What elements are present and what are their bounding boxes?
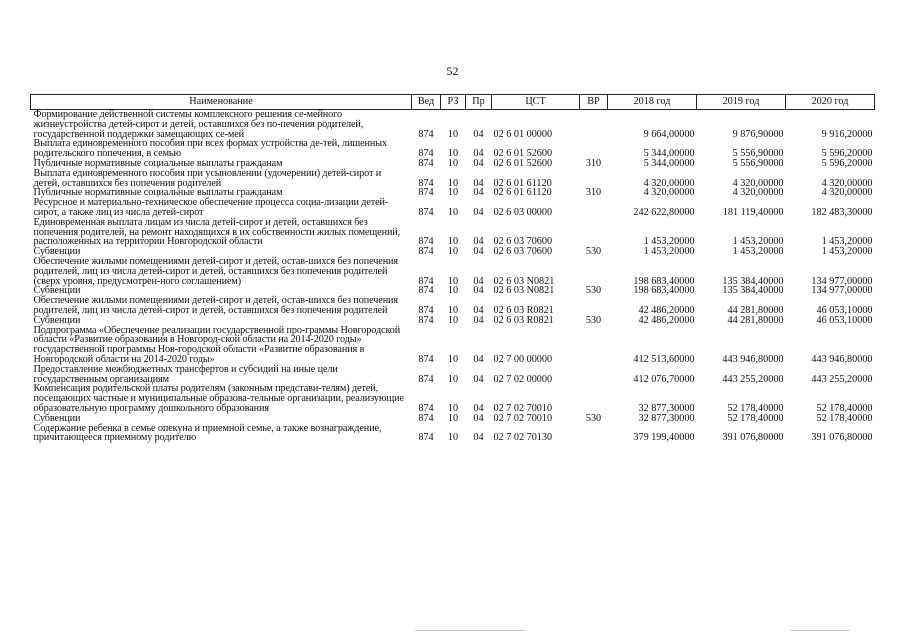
table-row bbox=[31, 198, 875, 218]
row-vr bbox=[580, 365, 608, 385]
row-name: Ресурсное и материально-техническое обеспечение процесса социа-лизации детей-сирот, а также лиц из числа детей-сирот bbox=[33, 197, 389, 218]
row-value-2019: 5 556,90000 bbox=[732, 157, 784, 169]
row-value-2019: 443 946,80000 bbox=[722, 353, 784, 365]
row-rz: 10 bbox=[447, 246, 459, 258]
row-ved: 874 bbox=[418, 412, 434, 424]
row-value-2019: 1 453,20000 bbox=[732, 236, 784, 248]
row-name: Выплата единовременного пособия при усыновлении (удочерении) детей-сирот и детей, оставшихся без попечения родителей bbox=[33, 167, 382, 189]
row-vr bbox=[580, 198, 608, 218]
row-value-2020: 46 053,10000 bbox=[816, 304, 873, 316]
row-cst: 02 6 03 00000 bbox=[493, 206, 553, 218]
row-value-2018: 412 513,60000 bbox=[633, 353, 695, 365]
row-pr: 04 bbox=[473, 432, 484, 444]
row-name: Обеспечение жилыми помещениями детей-сирот и детей, остав-шихся без попечения родителей, лиц из числа детей-сирот и детей, оставшихся без попечения родителей bbox=[33, 295, 398, 316]
row-value-2020: 182 483,30000 bbox=[811, 206, 873, 218]
row-value-2018: 198 683,40000 bbox=[633, 275, 695, 287]
row-vr: 310 bbox=[585, 157, 602, 169]
row-value-2020: 443 946,80000 bbox=[811, 353, 873, 365]
row-cst: 02 6 03 N0821 bbox=[493, 285, 555, 297]
table-row bbox=[31, 110, 875, 140]
row-pr: 04 bbox=[473, 275, 484, 287]
row-value-2018: 1 453,20000 bbox=[643, 246, 695, 258]
row-pr: 04 bbox=[473, 373, 484, 385]
row-value-2019: 9 876,90000 bbox=[732, 128, 784, 140]
row-value-2019: 44 281,80000 bbox=[727, 314, 784, 326]
row-pr: 04 bbox=[473, 187, 484, 199]
row-vr: 530 bbox=[585, 412, 602, 424]
table-body bbox=[31, 110, 875, 444]
row-value-2020: 4 320,00000 bbox=[821, 177, 873, 189]
row-name: Формирование действенной системы комплексного решения се-мейного жизнеустройства детей-сирот и детей, оставшихся без по-печения родителей, государственной поддержки замещающих се-мей bbox=[33, 109, 364, 140]
row-pr: 04 bbox=[473, 402, 484, 414]
row-name: Предоставление межбюджетных трансфертов и субсидий на иные цели государственным организациям bbox=[33, 363, 338, 385]
row-cst: 02 6 03 R0821 bbox=[493, 304, 554, 316]
header-name: Наименование bbox=[31, 95, 412, 110]
row-value-2020: 5 596,20000 bbox=[821, 148, 873, 160]
row-pr: 04 bbox=[473, 148, 484, 160]
row-value-2020: 1 453,20000 bbox=[821, 236, 873, 248]
header-row bbox=[31, 95, 875, 110]
row-vr bbox=[580, 384, 608, 413]
header-2019: 2019 год bbox=[697, 95, 786, 110]
row-value-2018: 5 344,00000 bbox=[643, 148, 695, 160]
header-vr: ВР bbox=[580, 95, 608, 110]
row-name: Публичные нормативные социальные выплаты гражданам bbox=[33, 157, 283, 169]
row-pr: 04 bbox=[473, 246, 484, 258]
row-rz: 10 bbox=[447, 206, 459, 218]
row-value-2019: 5 556,90000 bbox=[732, 148, 784, 160]
row-ved: 874 bbox=[418, 285, 434, 297]
table-row bbox=[31, 384, 875, 413]
row-name: Единовременная выплата лицам из числа детей-сирот и детей, оставшихся без попечения родителей, на ремонт находящихся в их собственности жилых помещений, расположенных на территории Новгородской области bbox=[33, 216, 401, 248]
row-value-2020: 391 076,80000 bbox=[811, 432, 873, 444]
row-value-2020: 5 596,20000 bbox=[821, 157, 873, 169]
row-ved: 874 bbox=[418, 246, 434, 258]
row-pr: 04 bbox=[473, 353, 484, 365]
row-rz: 10 bbox=[447, 353, 459, 365]
row-rz: 10 bbox=[447, 148, 459, 160]
row-ved: 874 bbox=[418, 177, 434, 189]
row-cst: 02 6 01 52600 bbox=[493, 157, 553, 169]
row-value-2018: 5 344,00000 bbox=[643, 157, 695, 169]
row-ved: 874 bbox=[418, 206, 434, 218]
row-vr bbox=[580, 424, 608, 444]
row-value-2019: 1 453,20000 bbox=[732, 246, 784, 258]
row-cst: 02 6 03 70600 bbox=[493, 246, 553, 258]
header-pr: Пр bbox=[466, 95, 492, 110]
row-value-2018: 32 877,30000 bbox=[638, 402, 695, 414]
row-cst: 02 7 00 00000 bbox=[493, 353, 553, 365]
header-rz: РЗ bbox=[441, 95, 466, 110]
row-name: Субвенции bbox=[33, 412, 81, 424]
row-cst: 02 6 01 61120 bbox=[493, 177, 552, 189]
row-cst: 02 6 03 70600 bbox=[493, 236, 553, 248]
row-value-2019: 443 255,20000 bbox=[722, 373, 784, 385]
row-ved: 874 bbox=[418, 236, 434, 248]
row-name: Подпрограмма «Обеспечение реализации государственной про-граммы Новгородской области «Развитие образования в Новгород-ской области на 2014-2020 годы» государственной программы Нов-городской области «Развитие образования в Новгородской области на 2014-2020 годы» bbox=[33, 324, 401, 365]
row-cst: 02 6 03 R0821 bbox=[493, 314, 554, 326]
row-ved: 874 bbox=[418, 128, 434, 140]
row-vr bbox=[580, 326, 608, 365]
row-vr bbox=[580, 257, 608, 286]
row-name: Содержание ребенка в семье опекуна и приемной семье, а также вознаграждение, причитающееся приемному родителю bbox=[33, 422, 382, 444]
row-cst: 02 6 01 61120 bbox=[493, 187, 552, 199]
row-value-2019: 135 384,40000 bbox=[722, 275, 784, 287]
row-ved: 874 bbox=[418, 187, 434, 199]
table-row bbox=[31, 139, 875, 159]
row-rz: 10 bbox=[447, 187, 459, 199]
row-ved: 874 bbox=[418, 314, 434, 326]
row-pr: 04 bbox=[473, 177, 484, 189]
row-name: Обеспечение жилыми помещениями детей-сирот и детей, остав-шихся без попечения родителей, лиц из числа детей-сирот и детей, оставшихся без попечения родителей (сверх уровня, предусмотрен-ного соглашением) bbox=[33, 255, 398, 287]
row-value-2020: 443 255,20000 bbox=[811, 373, 873, 385]
row-vr bbox=[580, 110, 608, 140]
row-cst: 02 7 02 70130 bbox=[493, 432, 553, 444]
row-value-2019: 52 178,40000 bbox=[727, 402, 784, 414]
row-value-2019: 135 384,40000 bbox=[722, 285, 784, 297]
row-value-2020: 52 178,40000 bbox=[816, 402, 873, 414]
row-ved: 874 bbox=[418, 304, 434, 316]
row-value-2018: 242 622,80000 bbox=[633, 206, 695, 218]
row-rz: 10 bbox=[447, 432, 459, 444]
row-name: Субвенции bbox=[33, 246, 81, 258]
row-vr: 530 bbox=[585, 285, 602, 297]
row-name: Компенсация родительской платы родителям (законным представи-телям) детей, посещающих частные и муниципальные образова-тельные организации, реализующие образовательную программу дошкольного образования bbox=[33, 383, 404, 414]
row-value-2020: 9 916,20000 bbox=[821, 128, 873, 140]
header-2020: 2020 год bbox=[786, 95, 875, 110]
row-value-2018: 1 453,20000 bbox=[643, 236, 695, 248]
scan-artifact bbox=[790, 630, 850, 631]
row-value-2018: 4 320,00000 bbox=[643, 177, 695, 189]
row-rz: 10 bbox=[447, 128, 459, 140]
header-2018: 2018 год bbox=[608, 95, 697, 110]
row-value-2018: 379 199,40000 bbox=[633, 432, 695, 444]
row-value-2019: 4 320,00000 bbox=[732, 177, 784, 189]
row-value-2019: 4 320,00000 bbox=[732, 187, 784, 199]
row-value-2019: 44 281,80000 bbox=[727, 304, 784, 316]
row-ved: 874 bbox=[418, 157, 434, 169]
header-ved: Вед bbox=[412, 95, 441, 110]
table-row bbox=[31, 365, 875, 385]
row-vr bbox=[580, 169, 608, 189]
row-pr: 04 bbox=[473, 314, 484, 326]
table-header bbox=[31, 95, 875, 110]
row-value-2018: 42 486,20000 bbox=[638, 314, 695, 326]
table-row bbox=[31, 326, 875, 365]
row-rz: 10 bbox=[447, 373, 459, 385]
row-vr: 310 bbox=[585, 187, 602, 199]
scan-artifact bbox=[415, 630, 525, 631]
row-name: Выплата единовременного пособия при всех формах устройства де-тей, лишенных родительского попечения, в семью bbox=[33, 138, 387, 160]
row-value-2020: 134 977,00000 bbox=[811, 275, 873, 287]
row-ved: 874 bbox=[418, 148, 434, 160]
row-rz: 10 bbox=[447, 177, 459, 189]
row-value-2018: 9 664,00000 bbox=[643, 128, 695, 140]
row-rz: 10 bbox=[447, 314, 459, 326]
row-value-2018: 4 320,00000 bbox=[643, 187, 695, 199]
row-vr bbox=[580, 296, 608, 316]
row-rz: 10 bbox=[447, 275, 459, 287]
row-pr: 04 bbox=[473, 304, 484, 316]
row-value-2018: 412 076,70000 bbox=[633, 373, 695, 385]
table-row bbox=[31, 296, 875, 316]
row-pr: 04 bbox=[473, 236, 484, 248]
table-row bbox=[31, 424, 875, 444]
table-row bbox=[31, 218, 875, 247]
row-value-2018: 42 486,20000 bbox=[638, 304, 695, 316]
row-value-2019: 52 178,40000 bbox=[727, 412, 784, 424]
row-ved: 874 bbox=[418, 275, 434, 287]
budget-table bbox=[30, 94, 875, 443]
row-cst: 02 7 02 70010 bbox=[493, 402, 553, 414]
row-value-2019: 391 076,80000 bbox=[722, 432, 784, 444]
row-rz: 10 bbox=[447, 236, 459, 248]
table-row bbox=[31, 169, 875, 189]
row-name: Субвенции bbox=[33, 285, 81, 297]
row-cst: 02 6 01 00000 bbox=[493, 128, 553, 140]
row-rz: 10 bbox=[447, 304, 459, 316]
row-value-2018: 32 877,30000 bbox=[638, 412, 695, 424]
table-row bbox=[31, 257, 875, 286]
page-number: 52 bbox=[446, 64, 459, 78]
row-value-2020: 4 320,00000 bbox=[821, 187, 873, 199]
row-pr: 04 bbox=[473, 285, 484, 297]
row-ved: 874 bbox=[418, 432, 434, 444]
row-name: Субвенции bbox=[33, 314, 81, 326]
row-cst: 02 7 02 70010 bbox=[493, 412, 553, 424]
row-value-2020: 46 053,10000 bbox=[816, 314, 873, 326]
row-ved: 874 bbox=[418, 402, 434, 414]
row-cst: 02 7 02 00000 bbox=[493, 373, 553, 385]
header-cst: ЦСТ bbox=[492, 95, 580, 110]
row-value-2020: 134 977,00000 bbox=[811, 285, 873, 297]
row-name: Публичные нормативные социальные выплаты гражданам bbox=[33, 187, 283, 199]
row-rz: 10 bbox=[447, 285, 459, 297]
row-value-2020: 52 178,40000 bbox=[816, 412, 873, 424]
row-pr: 04 bbox=[473, 412, 484, 424]
row-rz: 10 bbox=[447, 157, 459, 169]
row-pr: 04 bbox=[473, 128, 484, 140]
row-rz: 10 bbox=[447, 402, 459, 414]
row-value-2019: 181 119,40000 bbox=[722, 206, 784, 218]
row-ved: 874 bbox=[418, 373, 434, 385]
row-vr bbox=[580, 218, 608, 247]
row-vr bbox=[580, 139, 608, 159]
row-ved: 874 bbox=[418, 353, 434, 365]
row-value-2020: 1 453,20000 bbox=[821, 246, 873, 258]
row-cst: 02 6 03 N0821 bbox=[493, 275, 555, 287]
row-pr: 04 bbox=[473, 206, 484, 218]
row-cst: 02 6 01 52600 bbox=[493, 148, 553, 160]
row-value-2018: 198 683,40000 bbox=[633, 285, 695, 297]
row-pr: 04 bbox=[473, 157, 484, 169]
row-vr: 530 bbox=[585, 314, 602, 326]
row-vr: 530 bbox=[585, 246, 602, 258]
row-rz: 10 bbox=[447, 412, 459, 424]
